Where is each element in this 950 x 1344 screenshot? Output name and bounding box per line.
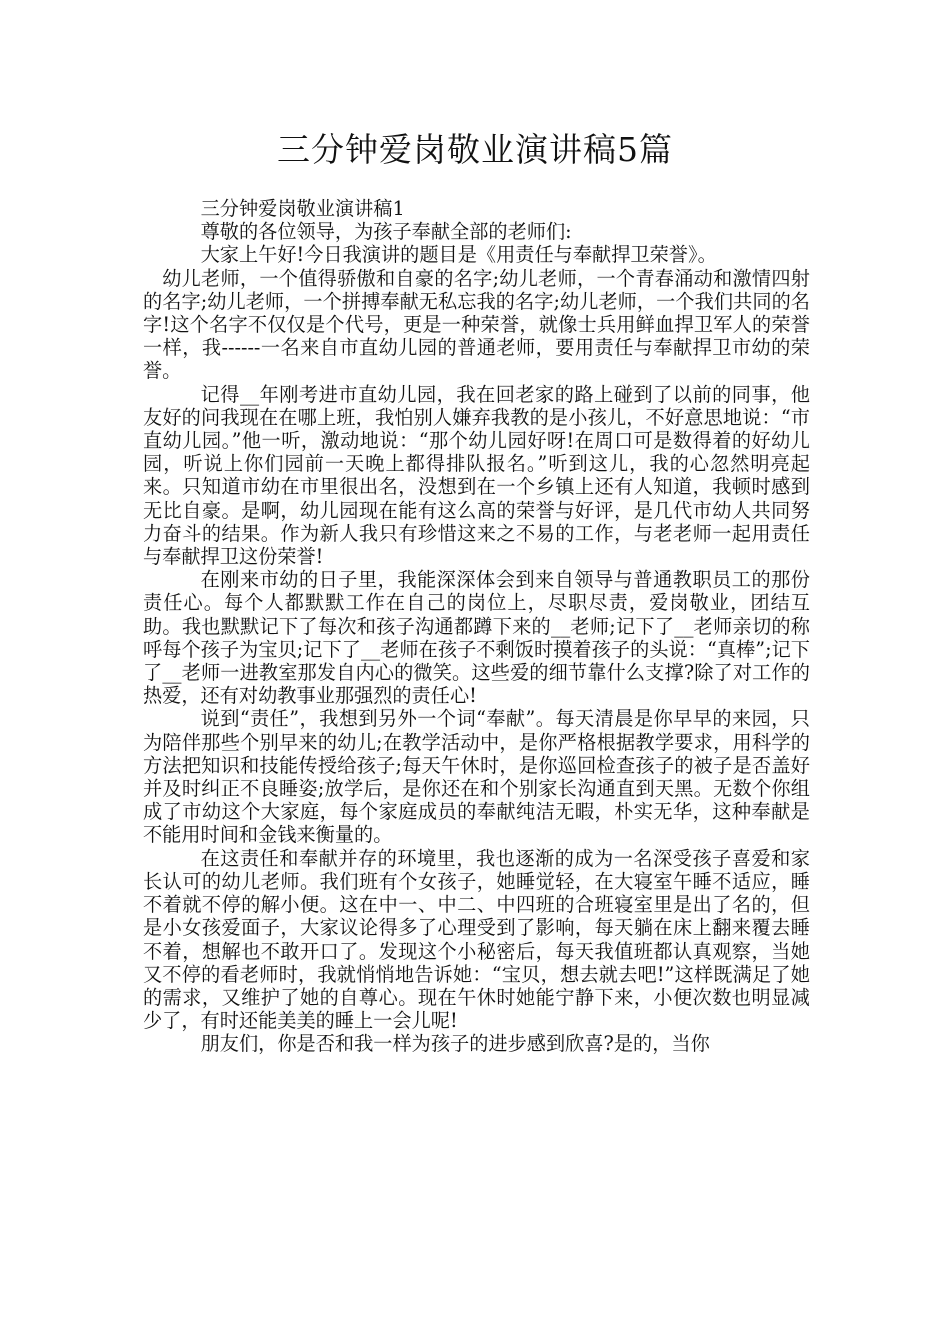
document-title: 三分钟爱岗敬业演讲稿5篇 [277,130,673,169]
salutation: 尊敬的各位领导，为孩子奉献全部的老师们: [200,220,572,244]
paragraph: 朋友们，你是否和我一样为孩子的进步感到欣喜?是的，当你 [200,1032,710,1056]
paragraph: 在刚来市幼的日子里，我能深深体会到来自领导与普通教职员工的那份责任心。每个人都默默工作在自己的岗位上，尽职尽责，爱岗敬业，团结互助。我也默默记下了每次和孩子沟通都蹲下来的__老师;记下了__老师亲切的称呼每个孩子为宝贝;记下了__老师在孩子不剩饭时摸着孩子的头说：“真棒”;记下了__老师一进教室那发自内心的微笑。这些爱的细节靠什么支撑?除了对工作的热爱，还有对幼教事业那强烈的责任心! [143,568,810,708]
document-body [143,197,810,1056]
section-heading: 三分钟爱岗敬业演讲稿1 [200,197,405,220]
paragraph: 大家上午好!今日我演讲的题目是《用责任与奉献捍卫荣誉》。 [200,243,717,267]
paragraph: 说到“责任”，我想到另外一个词“奉献”。每天清晨是你早早的来园，只为陪伴那些个别早来的幼儿;在教学活动中，是你严格根据教学要求，用科学的方法把知识和技能传授给孩子;每天午休时，是你巡回检查孩子的被子是否盖好并及时纠正不良睡姿;放学后，是你还在和个别家长沟通直到天黑。无数个你组成了市幼这个大家庭，每个家庭成员的奉献纯洁无暇，朴实无华，这种奉献是不能用时间和金钱来衡量的。 [143,707,810,847]
paragraph: 记得__年刚考进市直幼儿园，我在回老家的路上碰到了以前的同事，他友好的问我现在在哪上班，我怕别人嫌弃我教的是小孩儿，不好意思地说：“市直幼儿园。”他一听，激动地说：“那个幼儿园好呀!在周口可是数得着的好幼儿园，听说上你们园前一天晚上都得排队报名。”听到这儿，我的心忽然明亮起来。只知道市幼在市里很出名，没想到在一个乡镇上还有人知道，我顿时感到无比自豪。是啊，幼儿园现在能有这么高的荣誉与好评，是几代市幼人共同努力奋斗的结果。作为新人我只有珍惜这来之不易的工作，与老老师一起用责任与奉献捍卫这份荣誉! [143,382,810,569]
paragraph: 在这责任和奉献并存的环境里，我也逐渐的成为一名深受孩子喜爱和家长认可的幼儿老师。我们班有个女孩子，她睡觉轻，在大寝室午睡不适应，睡不着就不停的解小便。这在中一、中二、中四班的合班寝室里是出了名的，但是小女孩爱面子，大家议论得多了心理受到了影响，每天躺在床上翻来覆去睡不着，想解也不敢开口了。发现这个小秘密后，每天我值班都认真观察，当她又不停的看老师时，我就悄悄地告诉她：“宝贝，想去就去吧!”这样既满足了她的需求，又维护了她的自尊心。现在午休时她能宁静下来，小便次数也明显减少了，有时还能美美的睡上一会儿呢! [143,846,810,1033]
paragraph: 幼儿老师，一个值得骄傲和自豪的名字;幼儿老师，一个青春涌动和激情四射的名字;幼儿老师，一个拼搏奉献无私忘我的名字;幼儿老师，一个我们共同的名字!这个名字不仅仅是个代号，更是一种荣誉，就像士兵用鲜血捍卫军人的荣誉一样，我------一名来自市直幼儿园的普通老师，要用责任与奉献捍卫市幼的荣誉。 [143,266,810,383]
